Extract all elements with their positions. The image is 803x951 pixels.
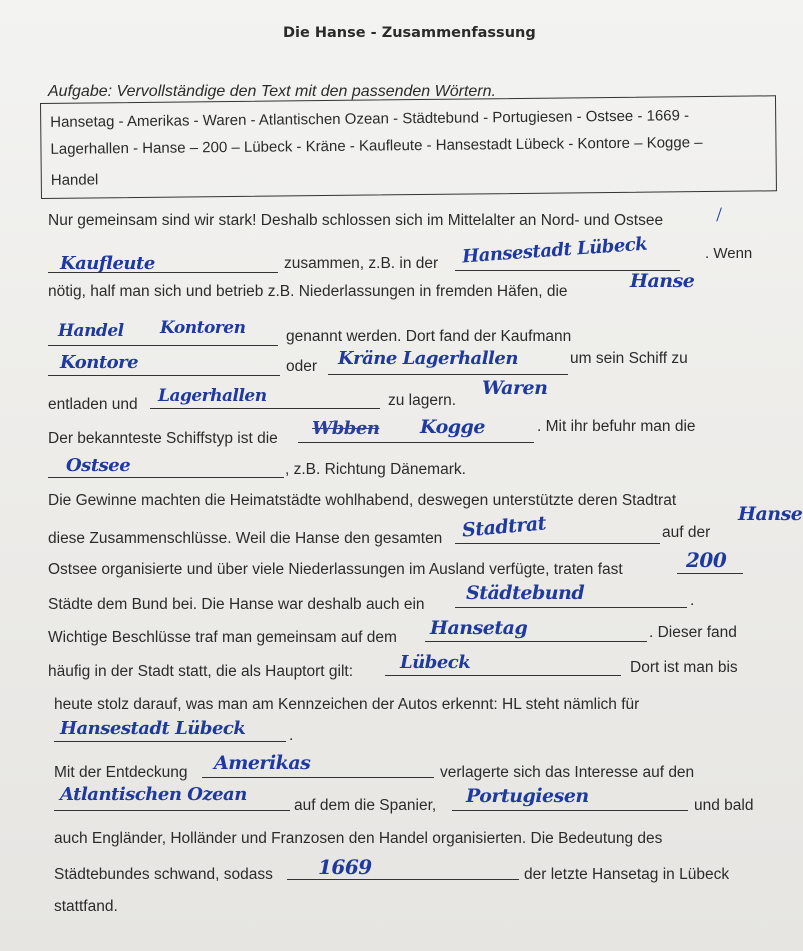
answer-1669: 1669 — [318, 855, 372, 879]
answer-hanse-margin-2: Hanse — [738, 503, 803, 525]
text-line-5a: oder — [286, 358, 318, 375]
answer-hansetag: Hansetag — [430, 617, 528, 639]
answer-ostsee: Ostsee — [66, 455, 131, 476]
blank-10[interactable] — [677, 573, 743, 574]
answer-lagerhallen: Lagerhallen — [158, 386, 267, 406]
answer-portugiesen: Portugiesen — [466, 785, 589, 807]
text-line-13b: . Dieser fand — [649, 624, 737, 641]
text-line-21: stattfand. — [54, 898, 118, 915]
text-line-12b: . — [690, 592, 695, 609]
answer-amerikas: Amerikas — [214, 752, 311, 774]
text-line-14a: häufig in der Stadt statt, die als Hauptort gilt: — [48, 663, 354, 680]
blank-4[interactable] — [48, 375, 280, 376]
text-line-7b: . Mit ihr befuhr man die — [537, 418, 696, 435]
text-line-13a: Wichtige Beschlüsse traf man gemeinsam auf dem — [48, 629, 397, 646]
answer-luebeck: Lübeck — [400, 652, 471, 673]
blank-18[interactable] — [287, 879, 519, 880]
text-line-8: , z.B. Richtung Dänemark. — [285, 461, 466, 478]
handwriting-stroke: ⁄ — [714, 206, 724, 224]
blank-14[interactable] — [54, 741, 286, 742]
word-bank-line-1: Hansetag - Amerikas - Waren - Atlantischen Ozean - Städtebund - Portugiesen - Ostsee - 1669 - — [50, 107, 690, 131]
text-line-2a: zusammen, z.B. in der — [284, 255, 439, 272]
text-line-18a: auf dem die Spanier, — [294, 797, 437, 814]
text-line-6b: zu lagern. — [388, 392, 457, 409]
text-line-14b: Dort ist man bis — [630, 659, 738, 676]
answer-handel: Handel — [58, 321, 124, 341]
text-line-17b: verlagerte sich das Interesse auf den — [440, 764, 695, 781]
answer-hansestadt-luebeck-top: Hansestadt Lübeck — [461, 233, 648, 268]
answer-hanse-margin: Hanse — [630, 270, 695, 292]
blank-17[interactable] — [452, 810, 688, 811]
text-line-16: . — [289, 727, 294, 744]
text-line-7a: Der bekannteste Schiffstyp ist die — [48, 430, 278, 447]
text-line-5b: um sein Schiff zu — [570, 350, 688, 367]
blank-13[interactable] — [385, 675, 621, 676]
text-line-12a: Städte dem Bund bei. Die Hanse war deshalb auch ein — [48, 596, 425, 613]
blank-16[interactable] — [54, 810, 290, 811]
blank-8[interactable] — [48, 477, 284, 478]
text-line-9: Die Gewinne machten die Heimatstädte wohlhabend, deswegen unterstützte deren Stadtrat — [48, 492, 677, 509]
answer-waren: Waren — [482, 377, 548, 399]
answer-kogge: Kogge — [420, 416, 485, 438]
blank-9[interactable] — [455, 543, 660, 544]
word-bank-line-3: Handel — [50, 171, 99, 189]
answer-stadtrat: Stadtrat — [461, 512, 547, 542]
text-line-6a: entladen und — [48, 396, 138, 413]
text-line-19: auch Engländer, Holländer und Franzosen den Handel organisierten. Die Bedeutung des — [54, 830, 663, 847]
text-line-3: nötig, half man sich und betrieb z.B. Niederlassungen in fremden Häfen, die — [48, 283, 568, 300]
text-line-11: Ostsee organisierte und über viele Niederlassungen im Ausland verfügte, traten fast — [48, 561, 623, 578]
blank-11[interactable] — [455, 607, 687, 608]
answer-crossed-word: Wbben — [312, 418, 380, 439]
text-line-17a: Mit der Entdeckung — [54, 764, 188, 781]
answer-hansestadt-luebeck: Hansestadt Lübeck — [60, 718, 246, 739]
answer-kontoren: Kontoren — [160, 318, 246, 338]
word-bank-box — [40, 95, 777, 199]
answer-atlantischen-ozean: Atlantischen Ozean — [60, 784, 247, 805]
answer-kontore: Kontore — [60, 352, 139, 373]
blank-3[interactable] — [48, 345, 278, 346]
text-line-18b: und bald — [694, 797, 754, 814]
word-bank-line-2: Lagerhallen - Hanse – 200 – Lübeck - Kräne - Kaufleute - Hansestadt Lübeck - Kontore – Kogge – — [50, 134, 703, 158]
task-instruction: Aufgabe: Vervollständige den Text mit den passenden Wörtern. — [48, 83, 496, 100]
text-line-20b: der letzte Hansetag in Lübeck — [524, 866, 730, 883]
text-line-10b: auf der — [662, 524, 711, 541]
answer-kraene-lagerhallen: Kräne Lagerhallen — [338, 348, 518, 369]
blank-5[interactable] — [328, 374, 568, 375]
worksheet-title: Die Hanse - Zusammenfassung — [283, 25, 536, 41]
text-line-20a: Städtebundes schwand, sodass — [54, 866, 273, 883]
blank-6[interactable] — [150, 408, 380, 409]
text-line-15: heute stolz darauf, was man am Kennzeichen der Autos erkennt: HL steht nämlich für — [54, 696, 640, 713]
text-line-10a: diese Zusammenschlüsse. Weil die Hanse den gesamten — [48, 530, 443, 547]
answer-staedtebund: Städtebund — [466, 582, 585, 604]
answer-200: 200 — [686, 548, 727, 572]
blank-15[interactable] — [202, 777, 434, 778]
blank-12[interactable] — [425, 641, 647, 642]
blank-7[interactable] — [298, 442, 534, 443]
text-line-4: genannt werden. Dort fand der Kaufmann — [286, 328, 572, 345]
text-line-2b: . Wenn — [705, 245, 753, 262]
text-line-1: Nur gemeinsam sind wir stark! Deshalb schlossen sich im Mittelalter an Nord- und Ostsee — [48, 212, 664, 229]
answer-kaufleute: Kaufleute — [60, 253, 155, 274]
